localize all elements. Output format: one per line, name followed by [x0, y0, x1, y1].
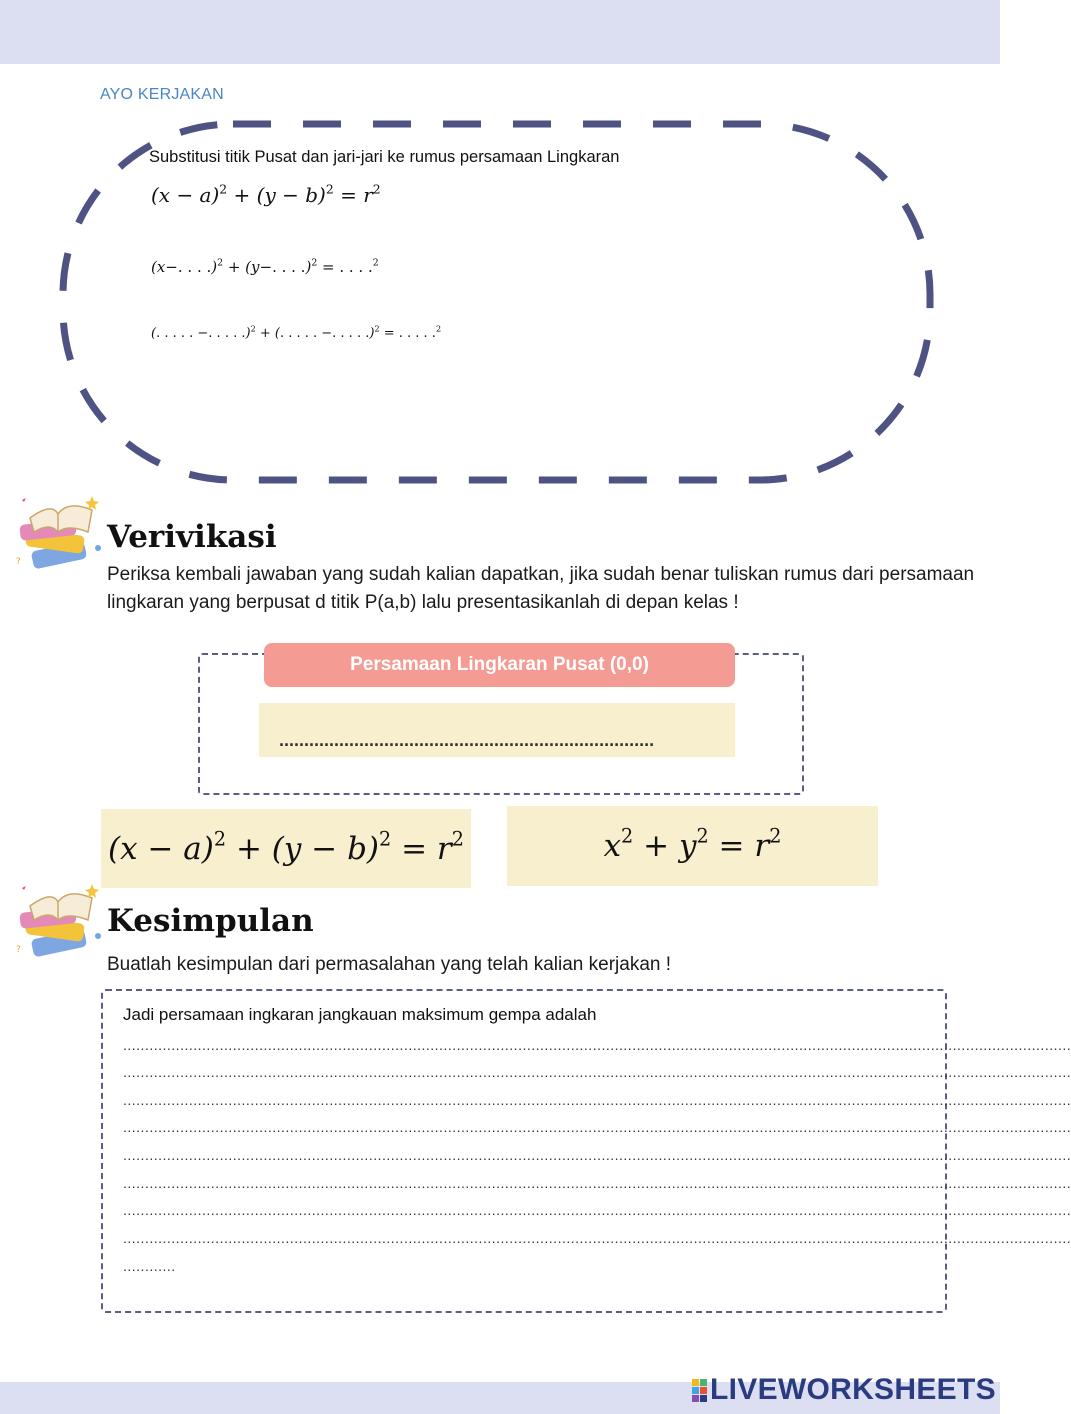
kesimpulan-heading: Kesimpulan [107, 903, 314, 939]
answer-line[interactable]: ........................................................................................................................................................................................................................ [123, 1119, 1071, 1135]
fill-equation-1[interactable]: (x−. . . .)$^2$ + (y−. . . .)$^2$ = . . . .$^2$ [151, 257, 379, 276]
answer-box-title: Persamaan Lingkaran Pusat (0,0) [264, 643, 735, 687]
answer-line[interactable]: ........................................................................................................................................................................................................................ [123, 1202, 1071, 1218]
liveworksheets-logo-text: LIVEWORKSHEETS [710, 1373, 996, 1406]
books-icon [12, 876, 104, 966]
liveworksheets-logo-icon [692, 1379, 707, 1402]
answer-line[interactable]: ........................................................................................................................................................................................................................ [123, 1064, 1071, 1080]
books-icon [12, 488, 104, 578]
circle-equation-answer-input[interactable]: ........................................................................... [259, 703, 735, 757]
dashed-oval-frame [55, 115, 945, 489]
svg-text:?: ? [16, 945, 21, 955]
svg-text:?: ? [16, 557, 21, 567]
kesimpulan-instruction: Buatlah kesimpulan dari permasalahan yang telah kalian kerjakan ! [107, 954, 672, 975]
answer-line[interactable]: ........................................................................................................................................................................................................................ [123, 1230, 1071, 1246]
verifikasi-heading: Verivikasi [107, 519, 277, 555]
top-band [0, 0, 1000, 64]
answer-line[interactable]: ........................................................................................................................................................................................................................ [123, 1037, 1071, 1053]
conclusion-intro: Jadi persamaan ingkaran jangkauan maksimum gempa adalah [123, 1005, 597, 1024]
answer-line[interactable]: ........................................................................................................................................................................................................................ [123, 1147, 1071, 1163]
verifikasi-instruction: Periksa kembali jawaban yang sudah kalian dapatkan, jika sudah benar tuliskan rumus dari persamaan lingkaran yang berpusat d titik P(a,b) lalu presentasikanlah di depan kelas ! [107, 564, 975, 613]
general-circle-equation: $(x - a)^2 + (y - b)^2 = r^2$ [151, 181, 381, 207]
answer-line-last[interactable]: ............ [123, 1258, 176, 1274]
section-label: AYO KERJAKAN [100, 86, 224, 103]
answer-line[interactable]: ........................................................................................................................................................................................................................ [123, 1092, 1071, 1108]
fill-equation-2[interactable]: (. . . . . −. . . . .)$^2$ + (. . . . . −. . . . .)$^2$ = . . . . .$^2$ [151, 324, 442, 341]
answer-line[interactable]: ........................................................................................................................................................................................................................ [123, 1175, 1071, 1191]
formula-card-center-ab[interactable]: $(x - a)^2 + (y - b)^2 = r^2$ [101, 809, 471, 888]
liveworksheets-logo [692, 1373, 996, 1407]
formula-card-center-origin[interactable]: $x^2 + y^2 = r^2$ [507, 806, 878, 886]
oval-instruction: Substitusi titik Pusat dan jari-jari ke rumus persamaan Lingkaran [149, 148, 620, 166]
